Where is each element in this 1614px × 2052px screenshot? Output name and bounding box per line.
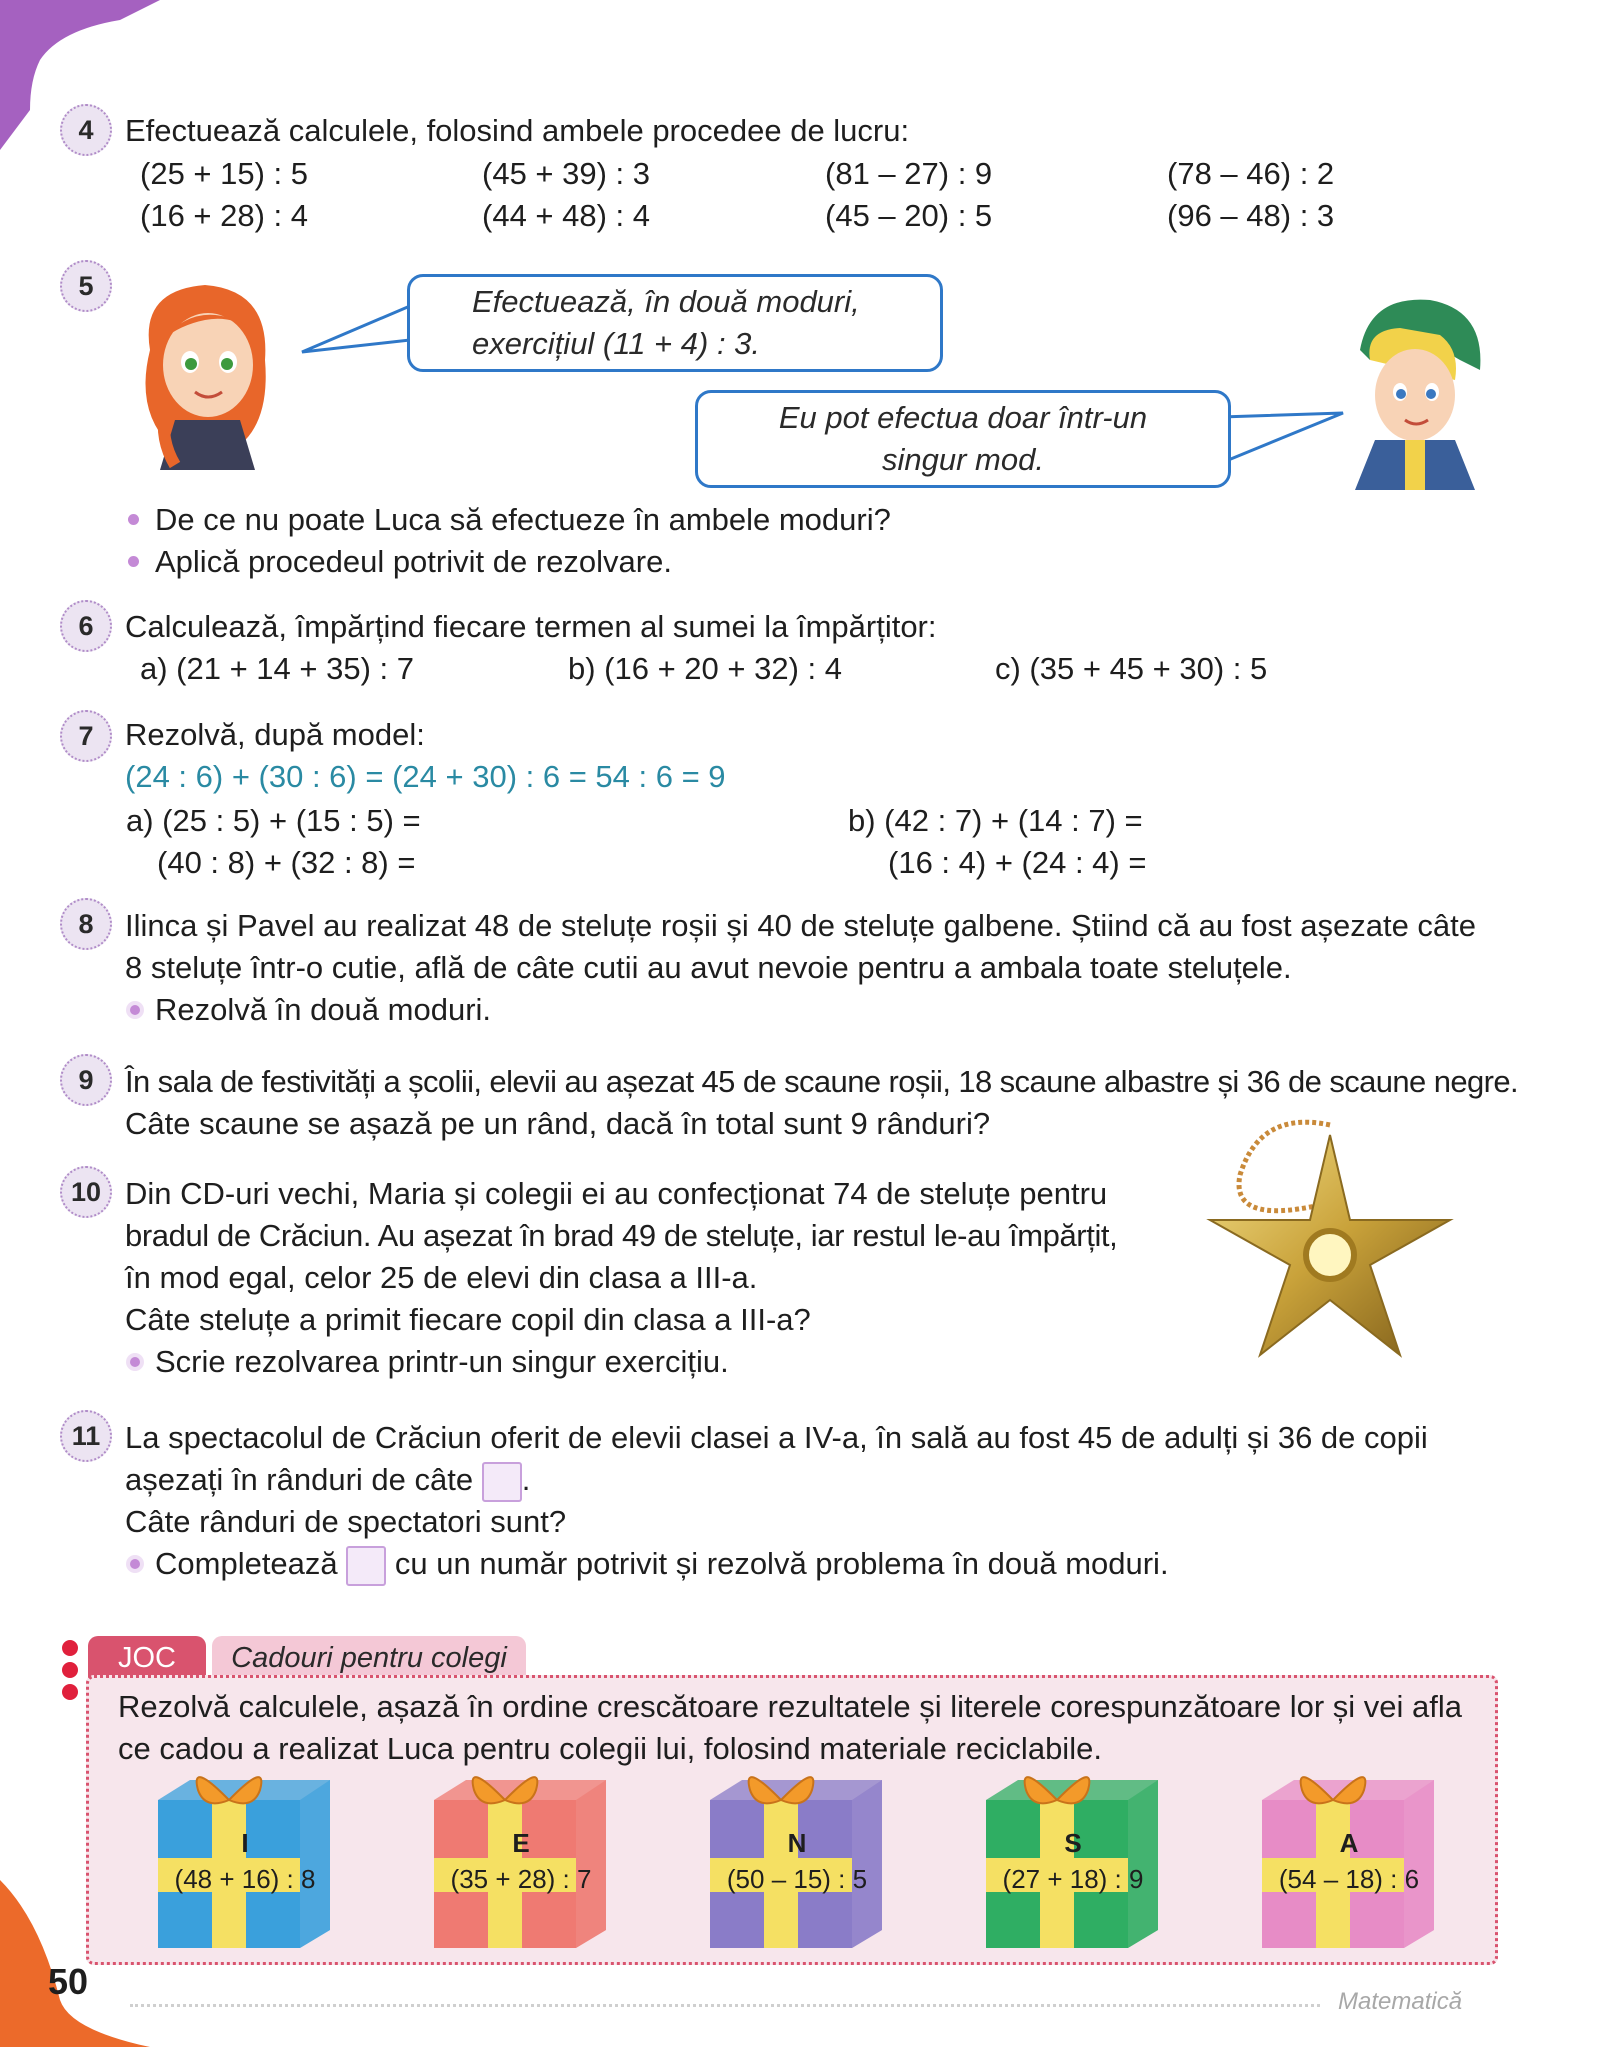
calculation: (45 + 39) : 3 bbox=[482, 156, 651, 191]
problem-text: Din CD-uri vechi, Maria și colegii ei au confecționat 74 de steluțe pentru bbox=[125, 1176, 1108, 1211]
bullet-icon bbox=[130, 1559, 140, 1569]
answer-blank-box[interactable] bbox=[482, 1462, 522, 1502]
exercise-number: 8 bbox=[60, 898, 112, 950]
star-ornament-illustration bbox=[1200, 1115, 1460, 1365]
speech-bubble-tail-boy bbox=[1215, 405, 1345, 475]
game-title: Cadouri pentru colegi bbox=[212, 1636, 526, 1680]
exercise-number: 10 bbox=[60, 1166, 112, 1218]
gift-box[interactable] bbox=[426, 1760, 616, 1950]
bubble-text: exercițiul (11 + 4) : 3. bbox=[472, 326, 761, 361]
problem-text-with-blank bbox=[125, 1459, 530, 1502]
gift-box[interactable] bbox=[978, 1760, 1168, 1950]
calculation: (44 + 48) : 4 bbox=[482, 198, 651, 233]
exercise-instruction: Calculează, împărțind fiecare termen al sumei la împărțitor: bbox=[125, 609, 937, 644]
bubble-text: Eu pot efectua doar într-un bbox=[778, 400, 1148, 435]
exercise-number: 7 bbox=[60, 710, 112, 762]
speech-bubble-boy bbox=[695, 390, 1231, 488]
calculation: a) (25 : 5) + (15 : 5) = bbox=[126, 803, 421, 838]
problem-text: 8 steluțe într-o cutie, află de câte cutii au avut nevoie pentru a ambala toate steluțele. bbox=[125, 950, 1292, 985]
calculation: (45 – 20) : 5 bbox=[825, 198, 993, 233]
problem-text: bradul de Crăciun. Au așezat în brad 49 de steluțe, iar restul le-au împărțit, bbox=[125, 1218, 1118, 1253]
gift-box[interactable] bbox=[1254, 1760, 1444, 1950]
calculation: (40 : 8) + (32 : 8) = bbox=[157, 845, 416, 880]
problem-text: În sala de festivități a școlii, elevii au așezat 45 de scaune roșii, 18 scaune albastre și 36 de scaune negre. bbox=[125, 1064, 1518, 1099]
calculation: (96 – 48) : 3 bbox=[1167, 198, 1335, 233]
task-text: Scrie rezolvarea printr-un singur exercițiu. bbox=[155, 1344, 729, 1379]
calculation: b) (16 + 20 + 32) : 4 bbox=[568, 651, 843, 686]
gift-expression: (35 + 28) : 7 bbox=[450, 1864, 592, 1894]
bullet-icon bbox=[130, 1357, 140, 1367]
game-instruction: ce cadou a realizat Luca pentru colegii lui, folosind materiale reciclabile. bbox=[118, 1731, 1102, 1766]
gift-letter: N bbox=[787, 1828, 807, 1858]
gift-expression: (50 – 15) : 5 bbox=[726, 1864, 868, 1894]
gift-expression: (54 – 18) : 6 bbox=[1278, 1864, 1420, 1894]
speech-bubble-girl bbox=[407, 274, 943, 372]
exercise-number: 5 bbox=[60, 260, 112, 312]
footer-dotted-line bbox=[130, 2004, 1320, 2007]
calculation: c) (35 + 45 + 30) : 5 bbox=[995, 651, 1268, 686]
exercise-instruction: Rezolvă, după model: bbox=[125, 717, 425, 752]
question-text: De ce nu poate Luca să efectueze în ambele moduri? bbox=[155, 502, 891, 537]
gift-letter: I bbox=[241, 1828, 249, 1858]
game-dots-decoration bbox=[62, 1640, 82, 1710]
exercise-number: 6 bbox=[60, 600, 112, 652]
game-tag: JOC bbox=[88, 1636, 206, 1680]
subject-label: Matematică bbox=[1338, 1988, 1463, 2015]
calculation: b) (42 : 7) + (14 : 7) = bbox=[848, 803, 1143, 838]
problem-text: Câte scaune se așază pe un rând, dacă în total sunt 9 rânduri? bbox=[125, 1106, 991, 1141]
calculation: (25 + 15) : 5 bbox=[140, 156, 309, 191]
calculation: a) (21 + 14 + 35) : 7 bbox=[140, 651, 415, 686]
game-instruction: Rezolvă calculele, așază în ordine crescătoare rezultatele și literele corespunzătoare lor și vei afla bbox=[118, 1689, 1463, 1724]
problem-text: Câte steluțe a primit fiecare copil din clasa a III-a? bbox=[125, 1302, 811, 1337]
exercise-number: 9 bbox=[60, 1054, 112, 1106]
task-text: Completează bbox=[155, 1546, 338, 1581]
bullet-icon bbox=[128, 556, 139, 567]
exercise-number: 4 bbox=[60, 104, 112, 156]
task-text: cu un număr potrivit și rezolvă problema în două moduri. bbox=[394, 1546, 1169, 1581]
bubble-text: Efectuează, în două moduri, bbox=[472, 284, 860, 319]
task-text: Rezolvă în două moduri. bbox=[155, 992, 492, 1027]
problem-text: La spectacolul de Crăciun oferit de elevii clasei a IV-a, în sală au fost 45 de adulți și 36 de copii bbox=[125, 1420, 1428, 1455]
gift-letter: A bbox=[1339, 1828, 1359, 1858]
calculation: (16 : 4) + (24 : 4) = bbox=[888, 845, 1147, 880]
bullet-icon bbox=[130, 1005, 140, 1015]
problem-text: așezați în rânduri de câte bbox=[125, 1462, 474, 1497]
gift-box[interactable] bbox=[150, 1760, 340, 1950]
gift-boxes-row bbox=[150, 1760, 1450, 1950]
gift-expression: (48 + 16) : 8 bbox=[174, 1864, 316, 1894]
gift-box[interactable] bbox=[702, 1760, 892, 1950]
gift-letter: E bbox=[512, 1828, 530, 1858]
calculation: (81 – 27) : 9 bbox=[825, 156, 993, 191]
model-example: (24 : 6) + (30 : 6) = (24 + 30) : 6 = 54 : 6 = 9 bbox=[125, 759, 726, 794]
bullet-icon bbox=[128, 514, 139, 525]
speech-bubble-tail-girl bbox=[300, 300, 420, 360]
task-text-with-blank bbox=[155, 1543, 1169, 1586]
calculation: (78 – 46) : 2 bbox=[1167, 156, 1335, 191]
question-text: Aplică procedeul potrivit de rezolvare. bbox=[155, 544, 672, 579]
exercise-number: 11 bbox=[60, 1410, 112, 1462]
calculation: (16 + 28) : 4 bbox=[140, 198, 309, 233]
girl-character-illustration bbox=[120, 270, 290, 470]
gift-letter: S bbox=[1064, 1828, 1082, 1858]
problem-text: Câte rânduri de spectatori sunt? bbox=[125, 1504, 567, 1539]
problem-text: în mod egal, celor 25 de elevi din clasa a III-a. bbox=[125, 1260, 758, 1295]
problem-text: . bbox=[521, 1462, 531, 1497]
bubble-text: singur mod. bbox=[882, 442, 1044, 477]
answer-blank-box[interactable] bbox=[346, 1546, 386, 1586]
page-number: 50 bbox=[48, 1961, 89, 2002]
exercise-instruction: Efectuează calculele, folosind ambele procedee de lucru: bbox=[125, 113, 910, 148]
gift-expression: (27 + 18) : 9 bbox=[1002, 1864, 1144, 1894]
boy-character-illustration bbox=[1340, 290, 1490, 490]
problem-text: Ilinca și Pavel au realizat 48 de steluțe roșii și 40 de steluțe galbene. Știind că au fost așezate câte bbox=[125, 908, 1477, 943]
